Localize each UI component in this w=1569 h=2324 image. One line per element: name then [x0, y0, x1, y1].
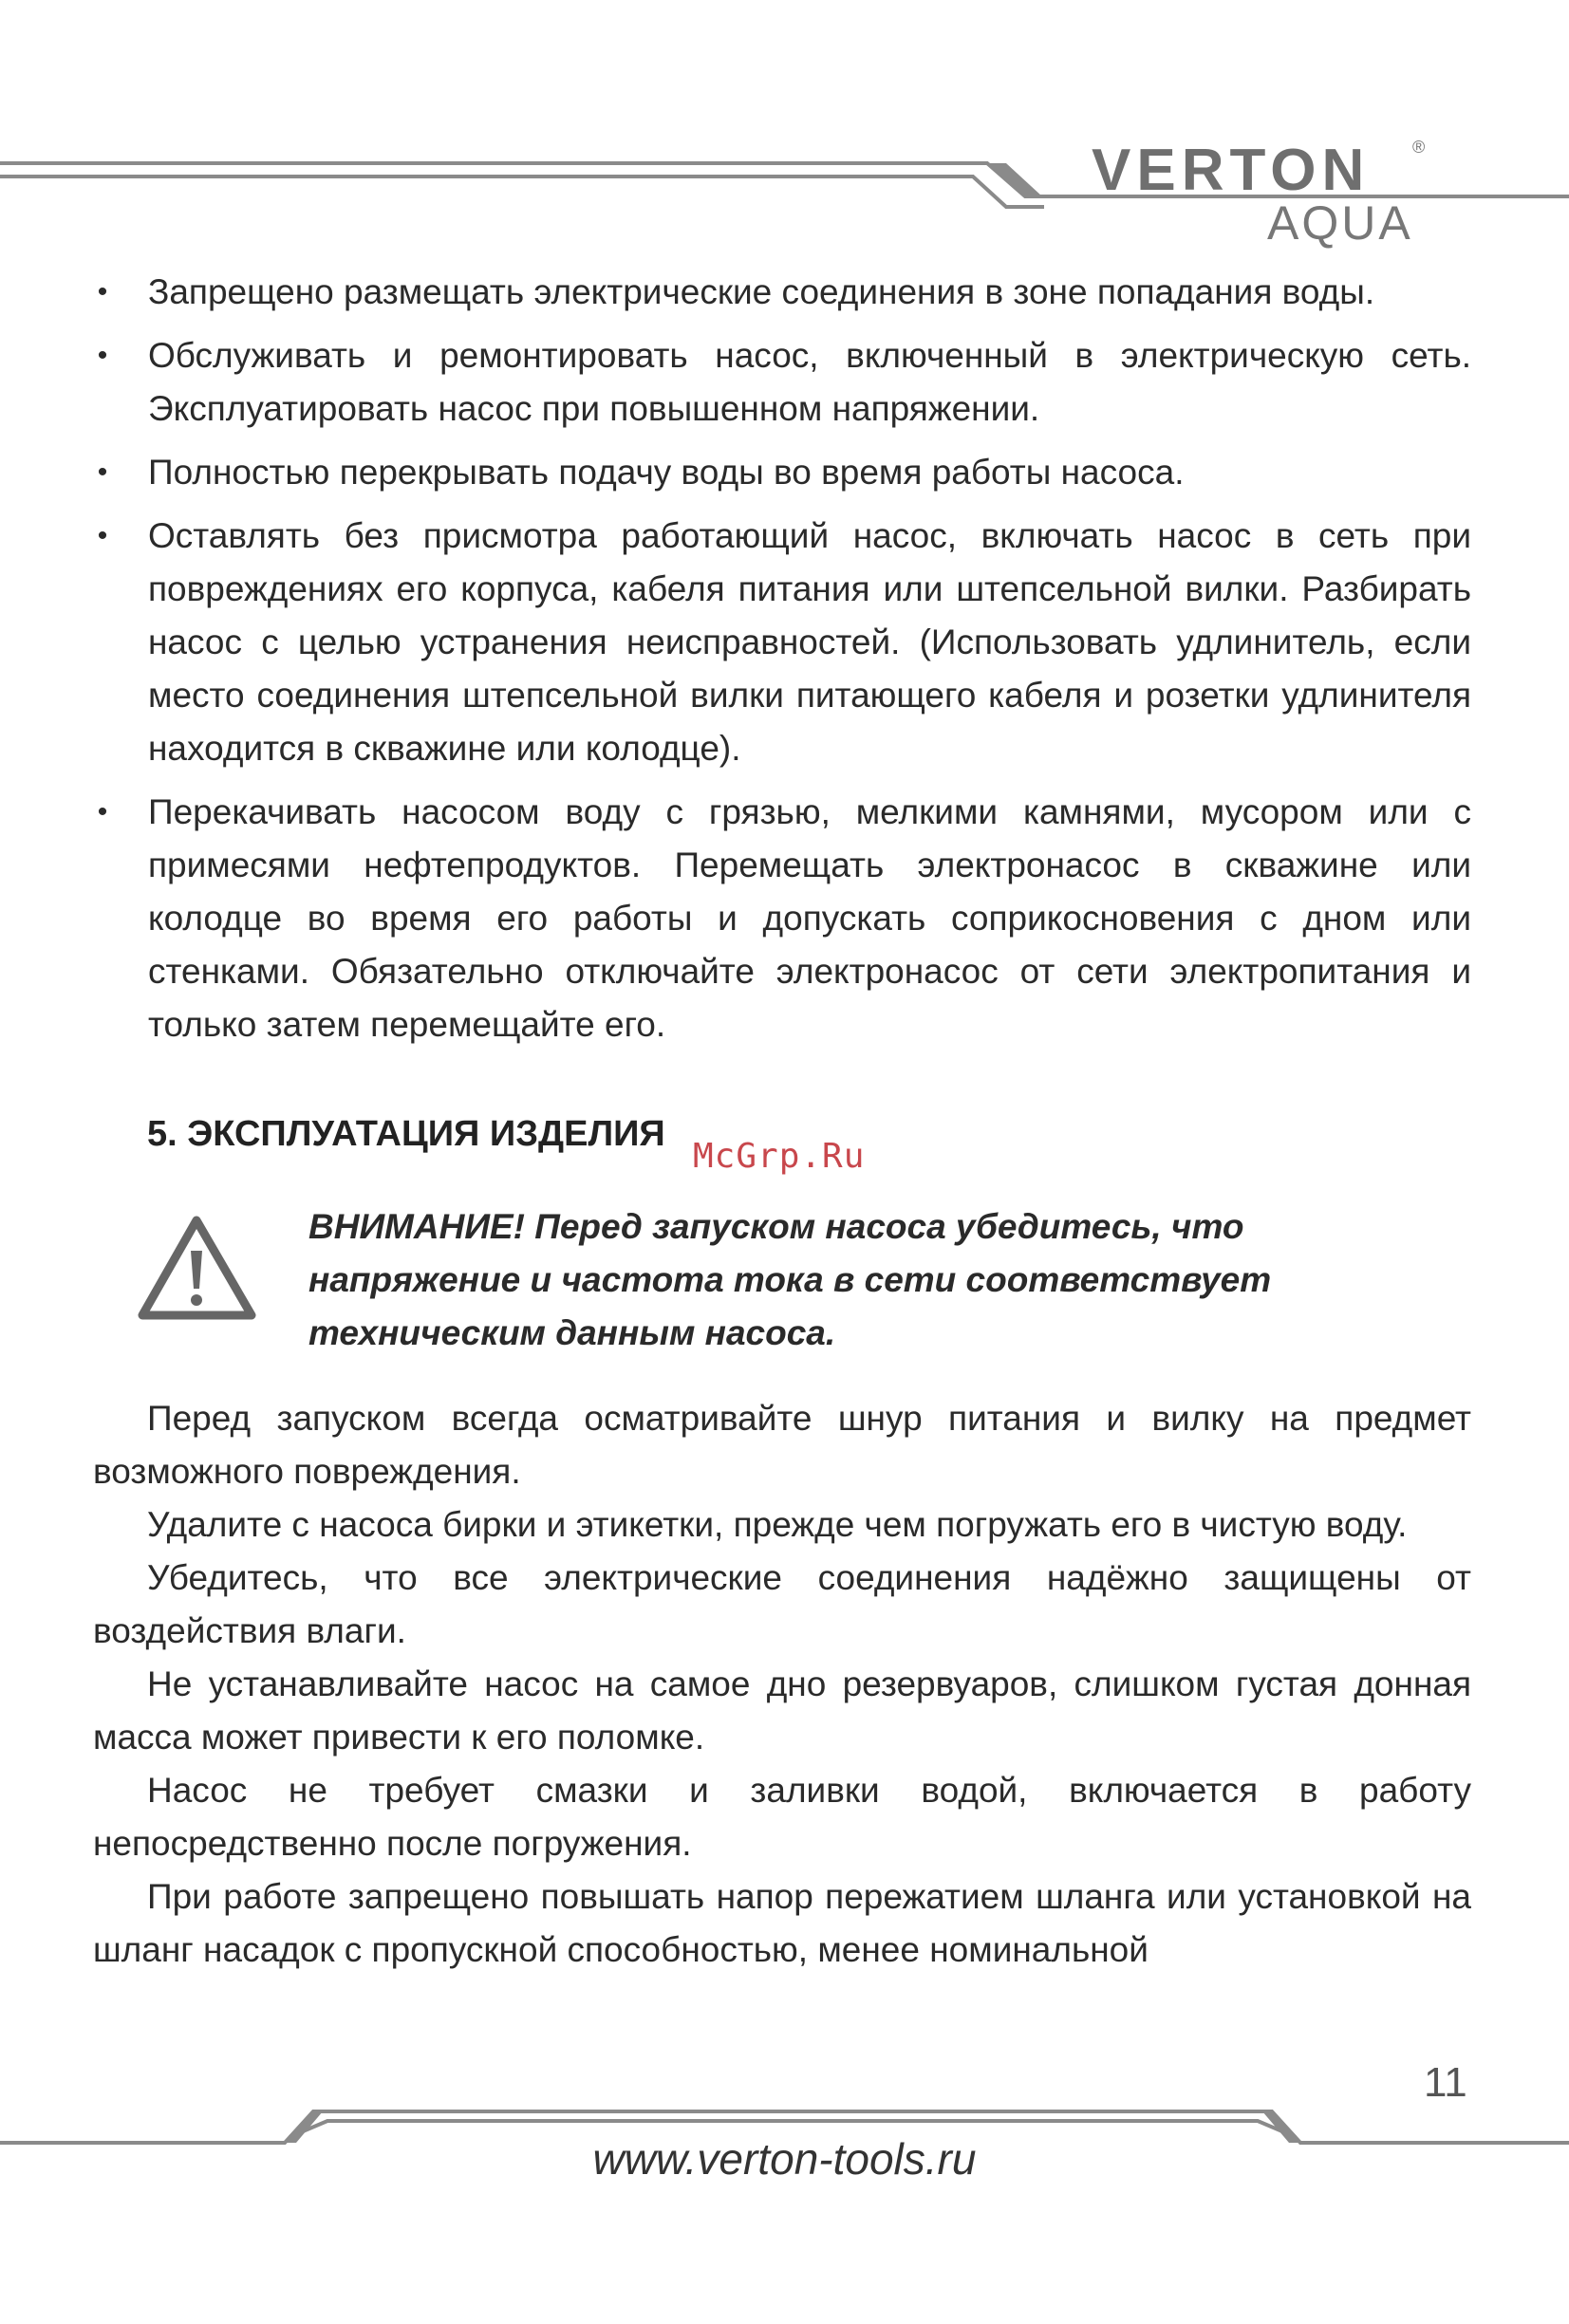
brand-logo — [1092, 138, 1433, 251]
paragraph: Перед запуском всегда осматривайте шнур питания и вилку на предмет возможного повреждения. — [93, 1399, 1471, 1491]
prohibitions-list — [93, 266, 1471, 1062]
instructions — [93, 1392, 1471, 1977]
list-item: • Обслуживать и ремонтировать насос, включенный в электрическую сеть. Эксплуатировать насос при повышенном напряжении. — [93, 329, 1471, 436]
bullet-marker: • — [97, 796, 108, 827]
paragraph: Удалите с насоса бирки и этикетки, прежде чем погружать его в чистую воду. — [147, 1505, 1408, 1544]
brand-subtitle: AQUA — [1267, 196, 1413, 250]
bullet-marker: • — [97, 456, 108, 488]
brand-name: VERTON — [1092, 138, 1371, 203]
list-item: • Запрещено размещать электрические соединения в зоне попадания воды. — [93, 266, 1471, 319]
list-item: • Оставлять без присмотра работающий насос, включать насос в сеть при повреждениях его корпуса, кабеля питания или штепсельной вилки. Разбирать насос с целью устранения неисправностей. (Использовать удлинитель, если место соединения штепсельной вилки питающего кабеля и розетки удлинителя находится в скважине или колодце). — [93, 510, 1471, 775]
list-item: • Перекачивать насосом воду с грязью, мелкими камнями, мусором или с примесями нефтепродуктов. Перемещать электронасос в скважине или колодце во время его работы и допускать соприкосновения с дном или стенками. Обязательно отключайте электронасос от сети электропитания и только затем перемещайте его. — [93, 786, 1471, 1051]
website-link[interactable]: www.verton-tools.ru — [592, 2134, 977, 2184]
paragraph: Насос не требует смазки и заливки водой, включается в работу непосредственно после погружения. — [93, 1771, 1471, 1863]
list-item: • Полностью перекрывать подачу воды во время работы насоса. — [93, 446, 1471, 499]
paragraph: При работе запрещено повышать напор пережатием шланга или установкой на шланг насадок с пропускной способностью, менее номинальной — [93, 1877, 1471, 1969]
watermark: McGrp.Ru — [693, 1137, 866, 1176]
warning-triangle-icon — [138, 1215, 256, 1321]
bullet-marker: • — [97, 276, 108, 307]
paragraph: Убедитесь, что все электрические соединения надёжно защищены от воздействия влаги. — [93, 1558, 1471, 1650]
bullet-marker: • — [97, 340, 108, 371]
bullet-marker: • — [97, 520, 108, 551]
page-number: 11 — [1424, 2059, 1467, 2106]
paragraph: Не устанавливайте насос на самое дно резервуаров, слишком густая донная масса может привести к его поломке. — [93, 1664, 1471, 1757]
warning-text: ВНИМАНИЕ! Перед запуском насоса убедитесь, что напряжение и частота тока в сети соответствует техническим данным насоса. — [308, 1207, 1272, 1352]
registered-mark: ® — [1412, 138, 1426, 157]
section-title: 5. ЭКСПЛУАТАЦИЯ ИЗДЕЛИЯ — [147, 1114, 665, 1154]
